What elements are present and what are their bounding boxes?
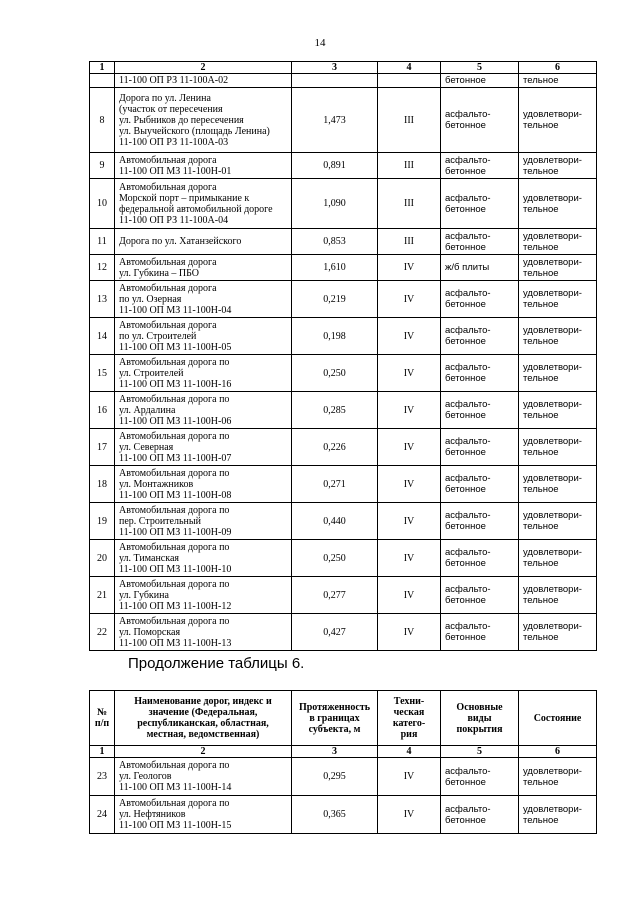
table-row — [90, 229, 597, 255]
road-length: 0,271 — [292, 466, 378, 503]
table-row — [90, 74, 597, 88]
road-category: IV — [378, 318, 441, 355]
column-number: 2 — [115, 746, 292, 758]
column-number: 6 — [519, 746, 597, 758]
column-number: 3 — [292, 746, 378, 758]
road-length: 0,295 — [292, 758, 378, 796]
road-state: удовлетвори- тельное — [519, 503, 597, 540]
road-category: IV — [378, 796, 441, 834]
road-length: 0,853 — [292, 229, 378, 255]
header-state: Состояние — [519, 691, 597, 746]
road-state: удовлетвори- тельное — [519, 758, 597, 796]
road-name: Автомобильная дорога по ул. Губкина 11-100 ОП МЗ 11-100Н-12 — [115, 577, 292, 614]
road-category: IV — [378, 255, 441, 281]
road-state: удовлетвори- тельное — [519, 153, 597, 179]
road-name: Дорога по ул. Хатанзейского — [115, 229, 292, 255]
road-category: IV — [378, 540, 441, 577]
road-state: удовлетвори- тельное — [519, 88, 597, 153]
road-category: III — [378, 88, 441, 153]
road-state: удовлетвори- тельное — [519, 318, 597, 355]
road-category: IV — [378, 281, 441, 318]
road-name: Автомобильная дорога по пер. Строительный 11-100 ОП МЗ 11-100Н-09 — [115, 503, 292, 540]
row-number: 22 — [90, 614, 115, 651]
row-number: 10 — [90, 179, 115, 229]
table-row — [90, 540, 597, 577]
road-state: удовлетвори- тельное — [519, 429, 597, 466]
row-number: 17 — [90, 429, 115, 466]
road-state: удовлетвори- тельное — [519, 281, 597, 318]
header-category: Техни- ческая катего- рия — [378, 691, 441, 746]
row-number: 12 — [90, 255, 115, 281]
road-name: 11-100 ОП РЗ 11-100А-02 — [115, 74, 292, 88]
road-cover: асфальто- бетонное — [441, 540, 519, 577]
road-category: IV — [378, 577, 441, 614]
road-category: IV — [378, 466, 441, 503]
road-cover: асфальто- бетонное — [441, 355, 519, 392]
table-row — [90, 503, 597, 540]
road-category: IV — [378, 503, 441, 540]
road-category: IV — [378, 355, 441, 392]
road-name: Автомобильная дорога по ул. Строителей 11-100 ОП МЗ 11-100Н-05 — [115, 318, 292, 355]
road-length: 1,473 — [292, 88, 378, 153]
continuation-title: Продолжение таблицы 6. — [128, 655, 305, 672]
road-category: IV — [378, 614, 441, 651]
road-name: Автомобильная дорога ул. Губкина – ПБО — [115, 255, 292, 281]
road-cover: ж/б плиты — [441, 255, 519, 281]
table-row — [90, 614, 597, 651]
row-number: 18 — [90, 466, 115, 503]
road-name: Автомобильная дорога по ул. Нефтяников 11-100 ОП МЗ 11-100Н-15 — [115, 796, 292, 834]
road-name: Автомобильная дорога Морской порт – примыкание к федеральной автомобильной дороге 11-100 ОП РЗ 11-100А-04 — [115, 179, 292, 229]
road-name: Автомобильная дорога по ул. Тиманская 11-100 ОП МЗ 11-100Н-10 — [115, 540, 292, 577]
road-state: удовлетвори- тельное — [519, 229, 597, 255]
road-name: Автомобильная дорога по ул. Строителей 11-100 ОП МЗ 11-100Н-16 — [115, 355, 292, 392]
road-length — [292, 74, 378, 88]
road-cover: асфальто- бетонное — [441, 466, 519, 503]
road-category: IV — [378, 429, 441, 466]
road-cover: асфальто- бетонное — [441, 281, 519, 318]
road-category: IV — [378, 392, 441, 429]
road-category: III — [378, 229, 441, 255]
road-cover: бетонное — [441, 74, 519, 88]
row-number: 19 — [90, 503, 115, 540]
road-cover: асфальто- бетонное — [441, 429, 519, 466]
table-row — [90, 392, 597, 429]
roads-table-continued — [89, 690, 597, 834]
table-row — [90, 355, 597, 392]
road-cover: асфальто- бетонное — [441, 153, 519, 179]
column-number: 4 — [378, 746, 441, 758]
road-length: 1,610 — [292, 255, 378, 281]
road-category: III — [378, 179, 441, 229]
road-category: IV — [378, 758, 441, 796]
column-number-row — [90, 746, 597, 758]
row-number: 14 — [90, 318, 115, 355]
road-state: удовлетвори- тельное — [519, 392, 597, 429]
table-row — [90, 318, 597, 355]
road-length: 1,090 — [292, 179, 378, 229]
road-cover: асфальто- бетонное — [441, 179, 519, 229]
road-length: 0,198 — [292, 318, 378, 355]
road-length: 0,440 — [292, 503, 378, 540]
column-number: 3 — [292, 62, 378, 74]
road-state: удовлетвори- тельное — [519, 540, 597, 577]
row-number: 24 — [90, 796, 115, 834]
road-length: 0,427 — [292, 614, 378, 651]
road-length: 0,219 — [292, 281, 378, 318]
road-state: удовлетвори- тельное — [519, 255, 597, 281]
row-number: 13 — [90, 281, 115, 318]
row-number: 9 — [90, 153, 115, 179]
road-state: удовлетвори- тельное — [519, 577, 597, 614]
road-state: тельное — [519, 74, 597, 88]
road-length: 0,365 — [292, 796, 378, 834]
column-number: 1 — [90, 62, 115, 74]
road-state: удовлетвори- тельное — [519, 796, 597, 834]
table-row — [90, 255, 597, 281]
table-row — [90, 758, 597, 796]
road-cover: асфальто- бетонное — [441, 758, 519, 796]
table-row — [90, 153, 597, 179]
road-cover: асфальто- бетонное — [441, 318, 519, 355]
road-cover: асфальто- бетонное — [441, 577, 519, 614]
road-cover: асфальто- бетонное — [441, 796, 519, 834]
road-name: Автомобильная дорога по ул. Поморская 11-100 ОП МЗ 11-100Н-13 — [115, 614, 292, 651]
page-number: 14 — [314, 37, 326, 49]
column-number: 5 — [441, 62, 519, 74]
row-number: 20 — [90, 540, 115, 577]
road-length: 0,250 — [292, 355, 378, 392]
row-number — [90, 74, 115, 88]
row-number: 23 — [90, 758, 115, 796]
road-name: Автомобильная дорога 11-100 ОП МЗ 11-100Н-01 — [115, 153, 292, 179]
road-state: удовлетвори- тельное — [519, 179, 597, 229]
header-number: № п/п — [90, 691, 115, 746]
table-row — [90, 577, 597, 614]
road-length: 0,891 — [292, 153, 378, 179]
header-length: Протяженность в границах субъекта, м — [292, 691, 378, 746]
table-row — [90, 466, 597, 503]
road-category — [378, 74, 441, 88]
road-name: Автомобильная дорога по ул. Озерная 11-100 ОП МЗ 11-100Н-04 — [115, 281, 292, 318]
row-number: 21 — [90, 577, 115, 614]
road-length: 0,250 — [292, 540, 378, 577]
table-row — [90, 88, 597, 153]
column-number: 6 — [519, 62, 597, 74]
road-cover: асфальто- бетонное — [441, 614, 519, 651]
road-length: 0,285 — [292, 392, 378, 429]
road-name: Дорога по ул. Ленина (участок от пересечения ул. Рыбников до пересечения ул. Выучейского (площадь Ленина) 11-100 ОП РЗ 11-100А-03 — [115, 88, 292, 153]
column-number: 2 — [115, 62, 292, 74]
table-row — [90, 796, 597, 834]
column-number: 4 — [378, 62, 441, 74]
road-state: удовлетвори- тельное — [519, 614, 597, 651]
road-length: 0,226 — [292, 429, 378, 466]
road-name: Автомобильная дорога по ул. Ардалина 11-100 ОП МЗ 11-100Н-06 — [115, 392, 292, 429]
table-row — [90, 429, 597, 466]
header-name: Наименование дорог, индекс и значение (Федеральная, республиканская, областная, местная, ведомственная) — [115, 691, 292, 746]
header-cover: Основные виды покрытия — [441, 691, 519, 746]
column-number-row — [90, 62, 597, 74]
column-number: 1 — [90, 746, 115, 758]
table-row — [90, 281, 597, 318]
column-number: 5 — [441, 746, 519, 758]
road-state: удовлетвори- тельное — [519, 355, 597, 392]
roads-table — [89, 61, 597, 651]
row-number: 15 — [90, 355, 115, 392]
row-number: 11 — [90, 229, 115, 255]
road-name: Автомобильная дорога по ул. Геологов 11-100 ОП МЗ 11-100Н-14 — [115, 758, 292, 796]
road-category: III — [378, 153, 441, 179]
header-row — [90, 691, 597, 746]
road-length: 0,277 — [292, 577, 378, 614]
road-name: Автомобильная дорога по ул. Монтажников 11-100 ОП МЗ 11-100Н-08 — [115, 466, 292, 503]
road-state: удовлетвори- тельное — [519, 466, 597, 503]
row-number: 16 — [90, 392, 115, 429]
table-row — [90, 179, 597, 229]
road-cover: асфальто- бетонное — [441, 392, 519, 429]
row-number: 8 — [90, 88, 115, 153]
road-cover: асфальто- бетонное — [441, 503, 519, 540]
road-cover: асфальто- бетонное — [441, 229, 519, 255]
road-cover: асфальто- бетонное — [441, 88, 519, 153]
road-name: Автомобильная дорога по ул. Северная 11-100 ОП МЗ 11-100Н-07 — [115, 429, 292, 466]
